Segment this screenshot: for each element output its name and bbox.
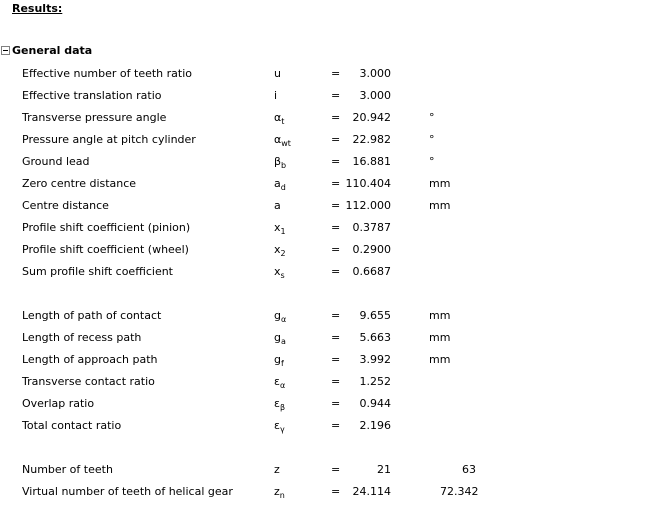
symbol-main: β (274, 155, 282, 168)
table-row (0, 177, 663, 199)
symbol-main: g (274, 331, 281, 344)
symbol-subscript: 1 (280, 227, 286, 236)
table-row (0, 67, 663, 89)
equals-sign: = (331, 309, 341, 322)
table-row (0, 353, 663, 375)
row-symbol (274, 89, 277, 107)
row-unit: ° (429, 111, 435, 124)
row-symbol (274, 397, 285, 415)
row-value: 2.196 (359, 419, 391, 432)
row-value: 3.992 (359, 353, 391, 366)
row-value: 0.3787 (352, 221, 391, 234)
row-value: 24.114 (352, 485, 391, 498)
table-row (0, 331, 663, 353)
equals-sign: = (331, 463, 341, 476)
row-value: 0.6687 (352, 265, 391, 278)
row-symbol (274, 133, 291, 151)
table-row (0, 375, 663, 397)
table-row (0, 221, 663, 243)
equals-sign: = (331, 155, 341, 168)
table-row (0, 397, 663, 419)
row-label: Profile shift coefficient (wheel) (22, 243, 189, 256)
symbol-main: ε (274, 419, 280, 432)
row-label: Overlap ratio (22, 397, 95, 410)
row-unit: mm (429, 199, 451, 212)
row-value: 110.404 (345, 177, 391, 190)
row-symbol (274, 243, 286, 261)
row-value: 16.881 (352, 155, 391, 168)
equals-sign: = (331, 199, 341, 212)
row-label: Transverse pressure angle (22, 111, 167, 124)
symbol-main: ε (274, 375, 280, 388)
equals-sign: = (331, 375, 341, 388)
symbol-subscript: a (280, 337, 286, 346)
collapse-toggle-icon[interactable] (1, 46, 10, 55)
equals-sign: = (331, 485, 341, 498)
row-symbol (274, 221, 286, 239)
symbol-main: u (274, 67, 281, 80)
symbol-subscript: wt (281, 139, 291, 148)
row-symbol (274, 375, 285, 393)
row-label: Sum profile shift coefficient (22, 265, 173, 278)
symbol-main: z (274, 485, 280, 498)
row-symbol (274, 265, 285, 283)
row-label: Profile shift coefficient (pinion) (22, 221, 191, 234)
equals-sign: = (331, 243, 341, 256)
symbol-subscript: γ (279, 425, 285, 434)
row-label: Pressure angle at pitch cylinder (22, 133, 196, 146)
symbol-subscript: d (280, 183, 286, 192)
row-symbol (274, 199, 281, 217)
symbol-main: g (274, 353, 281, 366)
symbol-main: a (274, 199, 281, 212)
row-symbol (274, 111, 284, 129)
table-row (0, 155, 663, 177)
row-symbol (274, 309, 286, 327)
symbol-main: α (274, 133, 282, 146)
row-value: 20.942 (352, 111, 391, 124)
equals-sign: = (331, 265, 341, 278)
symbol-subscript: t (281, 117, 285, 126)
equals-sign: = (331, 419, 341, 432)
equals-sign: = (331, 111, 341, 124)
row-label: Length of path of contact (22, 309, 162, 322)
symbol-main: x (274, 243, 281, 256)
row-symbol (274, 331, 286, 349)
results-heading: Results: (12, 2, 63, 15)
row-unit: ° (429, 155, 435, 168)
row-symbol (274, 155, 286, 173)
row-unit: mm (429, 309, 451, 322)
table-row (0, 463, 663, 485)
symbol-main: z (274, 463, 280, 476)
row-value-wheel: 72.342 (440, 485, 479, 498)
row-label: Length of approach path (22, 353, 158, 366)
row-value: 21 (377, 463, 391, 476)
equals-sign: = (331, 177, 341, 190)
table-row (0, 89, 663, 111)
table-row (0, 265, 663, 287)
symbol-main: x (274, 265, 281, 278)
symbol-main: α (274, 111, 282, 124)
row-unit: ° (429, 133, 435, 146)
row-value: 112.000 (345, 199, 391, 212)
row-label: Effective number of teeth ratio (22, 67, 193, 80)
row-label: Ground lead (22, 155, 90, 168)
row-symbol (274, 485, 285, 503)
row-label: Zero centre distance (22, 177, 137, 190)
table-row (0, 133, 663, 155)
table-row (0, 243, 663, 265)
table-row (0, 485, 663, 507)
symbol-subscript: α (280, 315, 287, 324)
symbol-main: ε (274, 397, 280, 410)
section-title-general-data: General data (12, 44, 93, 57)
row-label: Transverse contact ratio (22, 375, 155, 388)
row-value: 0.944 (359, 397, 391, 410)
symbol-subscript: s (280, 271, 285, 280)
row-symbol (274, 419, 285, 437)
row-value: 1.252 (359, 375, 391, 388)
table-row (0, 111, 663, 133)
symbol-main: i (274, 89, 278, 102)
equals-sign: = (331, 221, 341, 234)
symbol-main: a (274, 177, 281, 190)
row-unit: mm (429, 331, 451, 344)
row-value: 5.663 (359, 331, 391, 344)
row-value: 0.2900 (352, 243, 391, 256)
equals-sign: = (331, 133, 341, 146)
row-label: Number of teeth (22, 463, 113, 476)
row-label: Effective translation ratio (22, 89, 162, 102)
table-row (0, 419, 663, 441)
equals-sign: = (331, 67, 341, 80)
row-symbol (274, 353, 284, 371)
symbol-subscript: β (279, 403, 286, 412)
row-symbol (274, 463, 280, 481)
row-value: 22.982 (352, 133, 391, 146)
row-label: Virtual number of teeth of helical gear (22, 485, 233, 498)
row-symbol (274, 67, 281, 85)
row-value: 3.000 (359, 67, 391, 80)
equals-sign: = (331, 331, 341, 344)
row-value-wheel: 63 (462, 463, 476, 476)
row-unit: mm (429, 353, 451, 366)
row-label: Total contact ratio (22, 419, 122, 432)
row-value: 9.655 (359, 309, 391, 322)
equals-sign: = (331, 89, 341, 102)
equals-sign: = (331, 397, 341, 410)
symbol-subscript: α (279, 381, 286, 390)
symbol-main: x (274, 221, 281, 234)
symbol-subscript: 2 (280, 249, 286, 258)
table-row (0, 199, 663, 221)
symbol-subscript: b (281, 161, 287, 170)
row-label: Centre distance (22, 199, 109, 212)
equals-sign: = (331, 353, 341, 366)
row-value: 3.000 (359, 89, 391, 102)
row-label: Length of recess path (22, 331, 142, 344)
row-unit: mm (429, 177, 451, 190)
symbol-subscript: n (279, 491, 285, 500)
symbol-main: g (274, 309, 281, 322)
table-row (0, 309, 663, 331)
row-symbol (274, 177, 286, 195)
symbol-subscript: f (280, 359, 284, 368)
